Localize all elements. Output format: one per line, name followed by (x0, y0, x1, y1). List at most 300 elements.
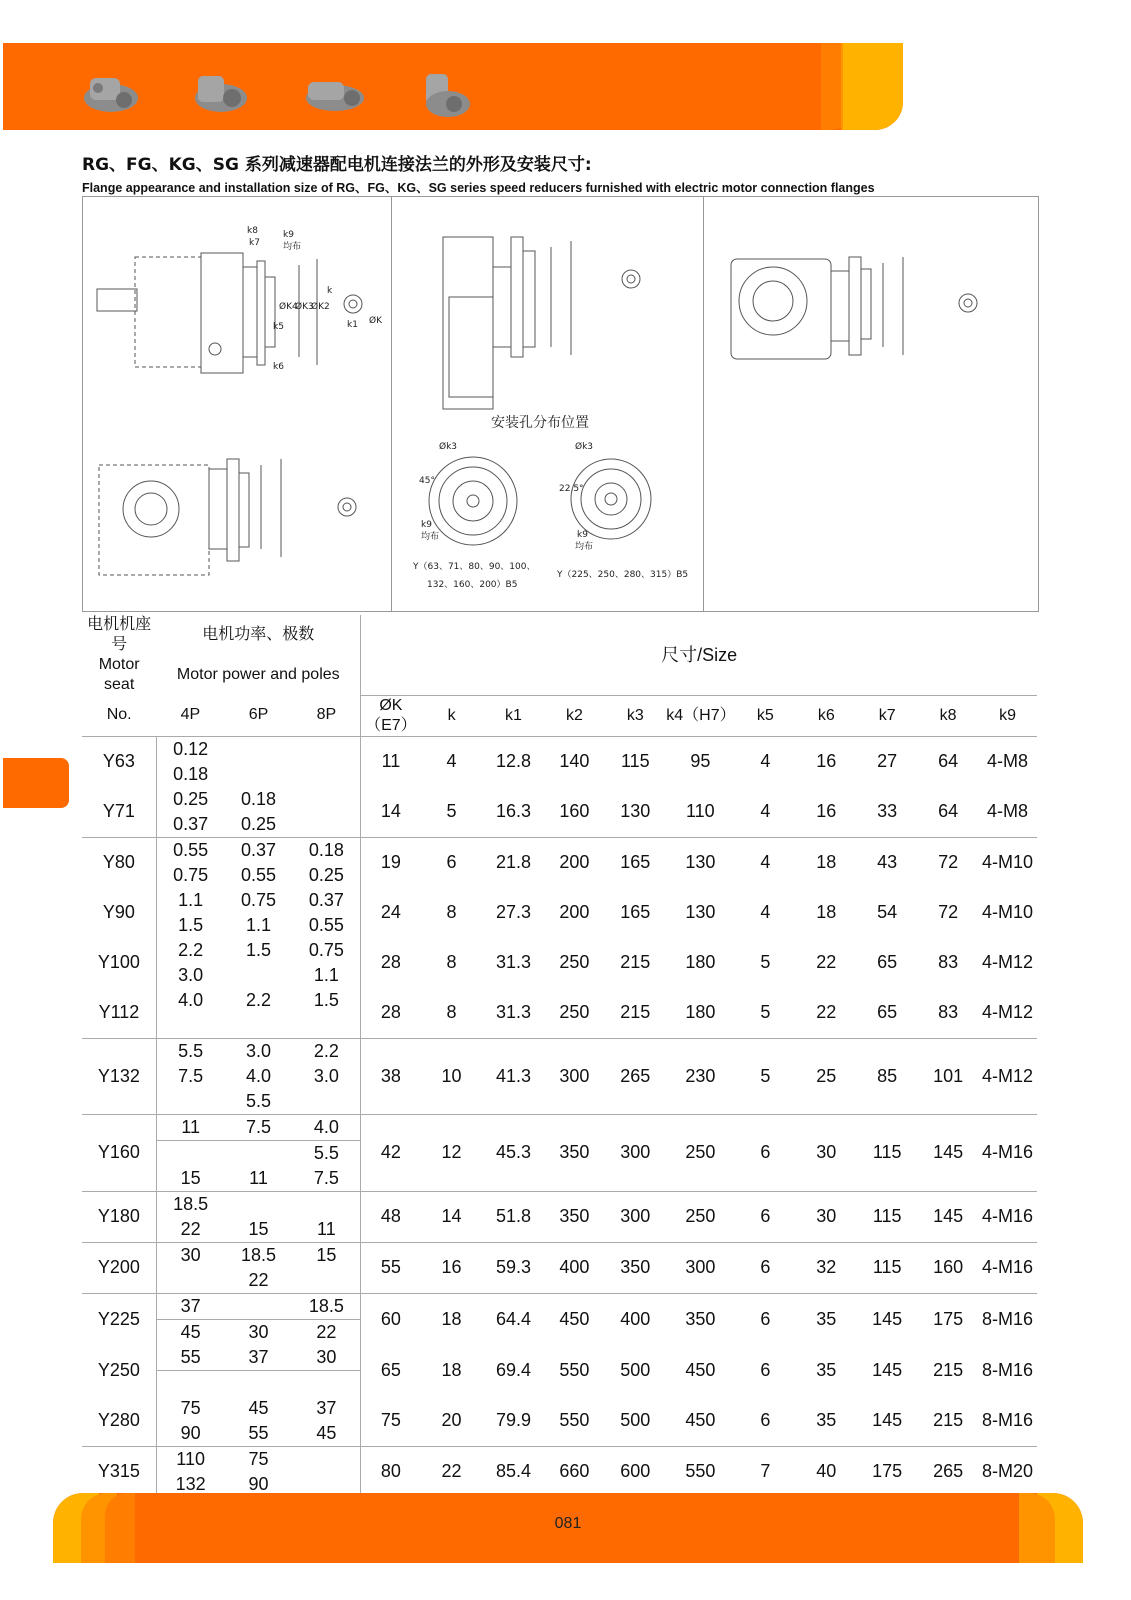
hole-angle: 45° (419, 476, 435, 486)
gear-reducer-icon (80, 70, 142, 118)
dim-value: 6 (734, 1191, 796, 1242)
header-dim: k (447, 706, 456, 724)
power-value: 4.0 (293, 1114, 361, 1140)
power-value: 7.5 (224, 1114, 292, 1140)
power-value: 22 (316, 1321, 337, 1342)
flange-drawings (83, 197, 1038, 611)
power-value (224, 1191, 292, 1217)
power-value: 37 (316, 1397, 337, 1418)
power-value: 1.5 (156, 913, 224, 938)
dim-value: 300 (604, 1114, 666, 1191)
dim-value: 215 (933, 1359, 964, 1380)
dim-value: 64 (938, 801, 959, 821)
dim-value: 22 (816, 952, 837, 972)
power-value: 45 (316, 1422, 337, 1443)
power-value: 0.55 (240, 864, 277, 885)
power-value: 0.55 (156, 837, 224, 863)
gear-reducer-icon (302, 70, 368, 118)
dim-value: 27.3 (495, 902, 532, 922)
dim-value: 6 (760, 1410, 771, 1430)
dim-value: 4-M16 (978, 1191, 1037, 1242)
dim-value: 215 (933, 1410, 964, 1430)
motor-seat: Y100 (97, 952, 140, 972)
dim-value: 550 (559, 1359, 590, 1380)
header-dim: k6 (817, 706, 835, 724)
dim-value: 69.4 (495, 1359, 532, 1380)
dim-value: 140 (544, 736, 604, 787)
header-power-cn: 电机功率、极数 (202, 626, 315, 643)
dim-value: 14 (361, 787, 421, 838)
power-value: 22 (156, 1217, 224, 1243)
header-dim: k1 (505, 706, 522, 724)
dim-value: 5 (760, 952, 771, 972)
header-pole: 6P (248, 706, 269, 724)
power-value: 45 (156, 1319, 224, 1345)
dim-value: 450 (685, 1359, 716, 1380)
hole-caption: Y（225、250、280、315）B5 (557, 570, 689, 580)
power-value: 18.5 (224, 1242, 292, 1268)
dim-value: 4-M8 (987, 801, 1029, 821)
dim-value: 27 (856, 736, 918, 787)
header-dim: k9 (999, 706, 1016, 724)
dim-value: 65 (877, 952, 898, 972)
dim-value: 31.3 (495, 952, 532, 972)
power-value: 15 (293, 1242, 361, 1268)
dim-label: k5 (273, 322, 284, 332)
dim-value: 95 (666, 736, 734, 787)
power-value: 1.5 (313, 989, 339, 1010)
power-value: 0.12 (156, 736, 224, 762)
dim-value: 130 (685, 902, 716, 922)
dim-value: 83 (938, 1002, 959, 1022)
header-pole: 8P (316, 706, 337, 724)
hole-k9: k9 (577, 530, 588, 540)
dim-value: 145 (918, 1191, 978, 1242)
dim-value: 28 (361, 938, 421, 988)
power-value: 75 (156, 1396, 224, 1421)
dim-value: 51.8 (483, 1191, 545, 1242)
dim-value: 7 (734, 1446, 796, 1497)
dim-value: 145 (872, 1359, 903, 1380)
dim-value: 6 (734, 1293, 796, 1345)
power-value: 18.5 (156, 1191, 224, 1217)
dim-value: 48 (361, 1191, 421, 1242)
power-value (293, 812, 361, 838)
dim-value: 101 (918, 1038, 978, 1114)
dim-value: 12 (421, 1114, 483, 1191)
header-dim: ØK（E7） (361, 695, 421, 736)
power-value: 0.25 (308, 864, 344, 885)
page-title-cn: RG、FG、KG、SG 系列减速器配电机连接法兰的外形及安装尺寸: (82, 155, 592, 175)
hole-label: Øk3 (439, 442, 458, 452)
dim-value: 250 (559, 952, 590, 972)
dim-value: 450 (544, 1293, 604, 1345)
power-value: 2.2 (156, 938, 224, 963)
power-value: 5.5 (246, 1090, 272, 1111)
dim-value: 5 (734, 1038, 796, 1114)
dim-value: 65 (361, 1345, 421, 1396)
dim-value: 8 (446, 1002, 457, 1022)
dim-value: 5 (446, 801, 457, 821)
dim-value: 14 (421, 1191, 483, 1242)
dim-value: 10 (421, 1038, 483, 1114)
power-value: 7.5 (313, 1167, 339, 1188)
dim-value: 6 (760, 1359, 771, 1380)
header-size: 尺寸/Size (361, 615, 1037, 695)
power-value: 0.25 (156, 787, 224, 812)
dim-label: k1 (347, 320, 358, 330)
dim-value: 160 (559, 801, 590, 821)
power-value: 37 (156, 1293, 224, 1319)
dim-value: 28 (361, 988, 421, 1039)
power-value: 0.37 (224, 837, 292, 863)
dim-value: 16 (816, 801, 837, 821)
power-value: 90 (156, 1421, 224, 1447)
dim-value: 165 (604, 837, 666, 888)
power-value: 4.0 (246, 1065, 272, 1086)
power-value (293, 1268, 361, 1294)
power-value (224, 736, 292, 762)
dim-value: 41.3 (483, 1038, 545, 1114)
dim-value: 350 (544, 1114, 604, 1191)
hole-caption: 132、160、200）B5 (427, 580, 518, 590)
mount-title: 安装孔分布位置 (491, 415, 589, 431)
dim-value: 200 (559, 902, 590, 922)
dim-value: 33 (877, 801, 898, 821)
power-value (293, 736, 361, 762)
dim-value: 250 (666, 1191, 734, 1242)
motor-seat: Y225 (82, 1293, 156, 1345)
dim-value: 85 (856, 1038, 918, 1114)
motor-seat: Y200 (82, 1242, 156, 1293)
header-motor-cn: 电机机座号 (87, 616, 152, 653)
power-value: 11 (317, 1218, 336, 1239)
dim-value: 32 (796, 1242, 856, 1293)
power-value (293, 1089, 361, 1115)
dim-value: 145 (872, 1410, 903, 1430)
power-value: 90 (248, 1473, 269, 1494)
dim-value: 660 (544, 1446, 604, 1497)
dim-value: 16 (796, 736, 856, 787)
power-value: 1.1 (313, 964, 339, 985)
dimension-table (82, 615, 1037, 1498)
dim-value: 175 (856, 1446, 918, 1497)
dim-value: 40 (796, 1446, 856, 1497)
power-value: 0.75 (308, 939, 344, 960)
dim-value: 300 (666, 1242, 734, 1293)
dim-value: 35 (816, 1410, 837, 1430)
dim-value: 72 (938, 902, 959, 922)
dim-value: 80 (361, 1446, 421, 1497)
power-value (293, 1446, 361, 1472)
power-value: 30 (293, 1345, 361, 1371)
header-motor-en: Motor seat (98, 656, 140, 693)
hole-dist: 均布 (575, 542, 594, 552)
power-value: 18.5 (293, 1293, 361, 1319)
dim-value: 12.8 (483, 736, 545, 787)
dim-value: 115 (856, 1191, 918, 1242)
motor-seat: Y112 (98, 1002, 140, 1022)
power-value (156, 1370, 224, 1396)
power-value (156, 1013, 224, 1039)
power-value (224, 762, 292, 787)
dim-value: 4-M16 (978, 1242, 1037, 1293)
dim-value: 250 (666, 1114, 734, 1191)
power-value: 45 (248, 1397, 269, 1418)
dim-value: 64.4 (483, 1293, 545, 1345)
power-value (224, 1293, 292, 1319)
dim-value: 4 (421, 736, 483, 787)
power-value (293, 787, 361, 812)
dim-value: 31.3 (495, 1002, 532, 1022)
dim-value: 18 (421, 1293, 483, 1345)
dim-value: 75 (361, 1396, 421, 1447)
dim-value: 300 (544, 1038, 604, 1114)
dim-value: 400 (604, 1293, 666, 1345)
motor-seat: Y315 (82, 1446, 156, 1497)
dim-value: 550 (559, 1410, 590, 1430)
dim-value: 79.9 (495, 1410, 532, 1430)
power-value: 0.75 (240, 889, 277, 910)
dim-value: 18 (796, 837, 856, 888)
header-dim: k5 (756, 706, 774, 724)
dim-value: 500 (620, 1359, 651, 1380)
dim-label: k6 (273, 362, 284, 372)
dim-value: 115 (604, 736, 666, 787)
header-dim: k7 (878, 706, 896, 724)
power-value: 1.1 (246, 914, 272, 935)
power-value: 0.75 (156, 863, 224, 888)
dim-value: 11 (361, 736, 421, 787)
dim-label: ØK4 (279, 302, 298, 312)
motor-seat: Y90 (102, 902, 135, 922)
dim-value: 4-M12 (982, 952, 1034, 972)
dim-value: 160 (918, 1242, 978, 1293)
power-value: 5.5 (313, 1142, 339, 1163)
power-value: 0.37 (156, 812, 224, 838)
footer-band (53, 1493, 1083, 1563)
hole-k9: k9 (421, 520, 432, 530)
dim-value: 5 (760, 1002, 771, 1022)
dim-value: 35 (796, 1293, 856, 1345)
header-dim: k2 (565, 706, 583, 724)
dim-value: 350 (604, 1242, 666, 1293)
dim-value: 200 (544, 837, 604, 888)
dim-value: 265 (604, 1038, 666, 1114)
dim-value: 22 (816, 1002, 837, 1022)
dim-value: 83 (938, 952, 959, 972)
dim-value: 4 (760, 902, 771, 922)
page-number: 081 (554, 1515, 582, 1532)
gear-reducer-icon (190, 70, 252, 118)
side-tab (3, 758, 69, 808)
hole-dist: 均布 (421, 532, 440, 542)
motor-seat: Y180 (82, 1191, 156, 1242)
power-value: 2.2 (293, 1038, 361, 1064)
power-value (156, 1268, 224, 1294)
dim-value: 4 (734, 837, 796, 888)
dim-value: 45.3 (483, 1114, 545, 1191)
dim-value: 43 (856, 837, 918, 888)
dim-value: 230 (666, 1038, 734, 1114)
power-value (293, 1370, 361, 1396)
page-title-en: Flange appearance and installation size of RG、FG、KG、SG series speed reducers furnished with electric motor connection flanges (82, 181, 875, 195)
power-value: 30 (156, 1242, 224, 1268)
dim-value: 6 (734, 1242, 796, 1293)
dim-value: 6 (421, 837, 483, 888)
power-value (293, 762, 361, 787)
power-value: 7.5 (156, 1064, 224, 1089)
motor-seat: Y71 (102, 801, 135, 821)
power-value: 30 (248, 1321, 269, 1342)
dim-value: 22 (421, 1446, 483, 1497)
dim-value: 24 (361, 888, 421, 938)
dim-value: 4 (734, 736, 796, 787)
dim-value: 16 (421, 1242, 483, 1293)
dim-value: 400 (544, 1242, 604, 1293)
header-dim: k3 (626, 706, 644, 724)
motor-seat: Y132 (82, 1038, 156, 1114)
power-value (224, 963, 292, 988)
power-value: 3.0 (313, 1065, 339, 1086)
dim-label: 均布 (283, 242, 302, 252)
dim-value: 4-M10 (982, 902, 1034, 922)
dim-value: 250 (559, 1002, 590, 1022)
power-value (156, 1089, 224, 1115)
dim-value: 16.3 (495, 801, 532, 821)
header-power-en: Motor power and poles (176, 666, 340, 683)
power-value: 0.55 (308, 914, 344, 935)
power-value: 4.0 (156, 988, 224, 1013)
power-value: 3.0 (156, 963, 224, 988)
dim-value: 265 (918, 1446, 978, 1497)
dim-label: k9 (283, 230, 294, 240)
dim-value: 215 (620, 952, 651, 972)
power-value: 0.37 (308, 889, 344, 910)
dim-value: 8 (446, 952, 457, 972)
power-value (293, 1191, 361, 1217)
dim-value: 600 (604, 1446, 666, 1497)
dim-value: 500 (620, 1410, 651, 1430)
power-value (224, 1370, 292, 1396)
dim-value: 65 (877, 1002, 898, 1022)
dim-value: 350 (666, 1293, 734, 1345)
dim-value: 85.4 (483, 1446, 545, 1497)
dim-label: k8 (247, 226, 258, 236)
dim-label: ØK (369, 316, 382, 326)
dim-value: 300 (604, 1191, 666, 1242)
motor-seat: Y80 (82, 837, 156, 888)
dim-value: 8-M20 (978, 1446, 1037, 1497)
power-value: 0.18 (240, 788, 277, 809)
dim-value: 30 (796, 1114, 856, 1191)
power-value: 1.1 (156, 888, 224, 913)
power-value: 110 (156, 1446, 224, 1472)
dim-value: 130 (620, 801, 651, 821)
header-pole: 4P (180, 706, 201, 724)
power-value: 75 (224, 1446, 292, 1472)
dim-value: 180 (685, 1002, 716, 1022)
header-no: No. (106, 706, 132, 724)
dim-value: 8-M16 (982, 1359, 1034, 1380)
header-dim: k4（H7） (666, 706, 736, 724)
power-value (224, 1013, 292, 1039)
dim-value: 19 (361, 837, 421, 888)
power-value: 55 (248, 1422, 269, 1443)
power-value (293, 1013, 361, 1039)
power-value: 3.0 (224, 1038, 292, 1064)
dim-label: k7 (249, 238, 260, 248)
dim-value: 8-M16 (982, 1410, 1034, 1430)
dim-label: k (327, 286, 333, 296)
dim-value: 18 (816, 902, 837, 922)
hole-caption: Y（63、71、80、90、100、 (413, 562, 536, 572)
dim-value: 30 (796, 1191, 856, 1242)
power-value: 1.5 (246, 939, 272, 960)
dim-value: 350 (544, 1191, 604, 1242)
power-value: 0.25 (240, 813, 277, 834)
dim-value: 180 (685, 952, 716, 972)
dim-value: 110 (685, 801, 715, 821)
motor-seat: Y63 (82, 736, 156, 787)
dim-value: 4-M8 (978, 736, 1037, 787)
hole-angle: 22.5° (559, 484, 584, 494)
dim-value: 6 (734, 1114, 796, 1191)
power-value: 15 (156, 1166, 224, 1192)
dim-value: 175 (918, 1293, 978, 1345)
dim-value: 4-M12 (982, 1002, 1034, 1022)
dim-value: 4-M16 (978, 1114, 1037, 1191)
power-value: 22 (248, 1269, 269, 1290)
dim-value: 4-M10 (978, 837, 1037, 888)
power-value: 11 (249, 1167, 268, 1188)
dim-value: 38 (361, 1038, 421, 1114)
dim-value: 115 (856, 1242, 918, 1293)
dim-value: 145 (856, 1293, 918, 1345)
power-value (224, 1140, 292, 1166)
dim-value: 42 (361, 1114, 421, 1191)
dim-value: 4 (760, 801, 771, 821)
dim-value: 25 (796, 1038, 856, 1114)
dim-value: 115 (856, 1114, 918, 1191)
drawing-frame (82, 196, 1039, 612)
dim-value: 59.3 (483, 1242, 545, 1293)
dim-value: 8 (446, 902, 457, 922)
power-value: 11 (156, 1114, 224, 1140)
dim-value: 21.8 (483, 837, 545, 888)
hole-label: Øk3 (575, 442, 594, 452)
dim-value: 20 (441, 1410, 462, 1430)
gear-reducer-icon (418, 70, 474, 122)
power-value: 55 (156, 1345, 224, 1371)
dim-value: 18 (441, 1359, 462, 1380)
dim-value: 64 (918, 736, 978, 787)
dim-label: ØK2 (311, 302, 330, 312)
motor-seat: Y280 (97, 1410, 140, 1430)
power-value: 37 (224, 1345, 292, 1371)
dim-value: 215 (620, 1002, 651, 1022)
dim-value: 145 (918, 1114, 978, 1191)
header-dim: k8 (939, 706, 957, 724)
dim-value: 550 (666, 1446, 734, 1497)
power-value (156, 1140, 224, 1166)
power-value: 15 (248, 1218, 269, 1239)
dim-value: 35 (816, 1359, 837, 1380)
power-value: 5.5 (156, 1038, 224, 1064)
dim-value: 130 (666, 837, 734, 888)
dim-value: 8-M16 (978, 1293, 1037, 1345)
power-value: 132 (156, 1472, 224, 1498)
